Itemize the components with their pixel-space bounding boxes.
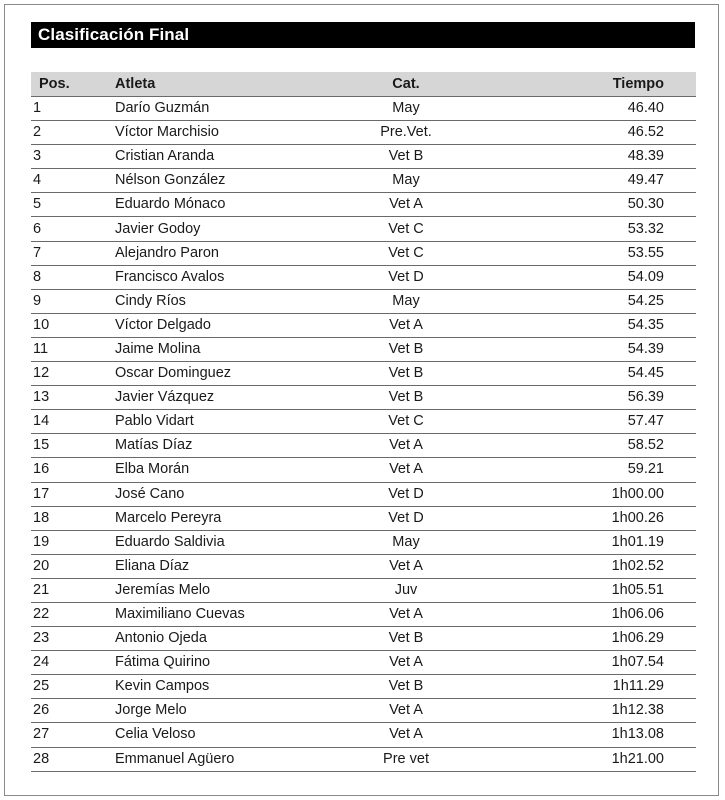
row-tiempo: 46.40 xyxy=(536,97,696,121)
page-title: Clasificación Final xyxy=(31,22,695,48)
row-pos: 27 xyxy=(31,723,115,747)
row-cat: Vet B xyxy=(310,675,536,699)
row-pos: 23 xyxy=(31,627,115,651)
row-cat: Vet C xyxy=(310,217,536,241)
row-tiempo: 57.47 xyxy=(536,410,696,434)
row-pos: 5 xyxy=(31,193,115,217)
row-atleta: Darío Guzmán xyxy=(115,97,310,121)
row-cat: May xyxy=(310,289,536,313)
row-cat: Vet A xyxy=(310,434,536,458)
row-atleta: Elba Morán xyxy=(115,458,310,482)
table-row xyxy=(31,482,696,506)
row-tiempo: 1h07.54 xyxy=(536,651,696,675)
row-cat: Vet D xyxy=(310,506,536,530)
row-atleta: Pablo Vidart xyxy=(115,410,310,434)
table-row xyxy=(31,121,696,145)
row-cat: Juv xyxy=(310,578,536,602)
row-tiempo: 54.25 xyxy=(536,289,696,313)
row-tiempo: 1h05.51 xyxy=(536,578,696,602)
row-cat: May xyxy=(310,169,536,193)
row-tiempo: 49.47 xyxy=(536,169,696,193)
row-pos: 20 xyxy=(31,554,115,578)
table-row xyxy=(31,530,696,554)
table-row xyxy=(31,627,696,651)
row-pos: 24 xyxy=(31,651,115,675)
table-row xyxy=(31,506,696,530)
row-pos: 12 xyxy=(31,362,115,386)
row-pos: 15 xyxy=(31,434,115,458)
row-pos: 17 xyxy=(31,482,115,506)
table-row xyxy=(31,97,696,121)
table-row xyxy=(31,241,696,265)
table-row xyxy=(31,410,696,434)
row-pos: 2 xyxy=(31,121,115,145)
row-cat: May xyxy=(310,530,536,554)
row-pos: 11 xyxy=(31,337,115,361)
table-row xyxy=(31,265,696,289)
row-pos: 14 xyxy=(31,410,115,434)
row-pos: 16 xyxy=(31,458,115,482)
row-tiempo: 1h12.38 xyxy=(536,699,696,723)
row-atleta: Javier Vázquez xyxy=(115,386,310,410)
row-pos: 22 xyxy=(31,602,115,626)
row-atleta: Celia Veloso xyxy=(115,723,310,747)
row-cat: Vet A xyxy=(310,699,536,723)
row-cat: Vet D xyxy=(310,482,536,506)
row-cat: Vet A xyxy=(310,193,536,217)
row-atleta: Maximiliano Cuevas xyxy=(115,602,310,626)
table-row xyxy=(31,289,696,313)
row-cat: Pre.Vet. xyxy=(310,121,536,145)
table-row xyxy=(31,602,696,626)
row-pos: 13 xyxy=(31,386,115,410)
row-atleta: Cristian Aranda xyxy=(115,145,310,169)
row-atleta: Oscar Dominguez xyxy=(115,362,310,386)
row-atleta: Matías Díaz xyxy=(115,434,310,458)
row-atleta: Antonio Ojeda xyxy=(115,627,310,651)
table-row xyxy=(31,578,696,602)
row-cat: Vet D xyxy=(310,265,536,289)
results-table xyxy=(31,72,696,772)
row-tiempo: 59.21 xyxy=(536,458,696,482)
row-tiempo: 1h13.08 xyxy=(536,723,696,747)
row-tiempo: 48.39 xyxy=(536,145,696,169)
row-tiempo: 1h06.06 xyxy=(536,602,696,626)
row-cat: Vet B xyxy=(310,627,536,651)
row-tiempo: 53.55 xyxy=(536,241,696,265)
row-cat: Pre vet xyxy=(310,747,536,771)
row-tiempo: 1h02.52 xyxy=(536,554,696,578)
table-row xyxy=(31,337,696,361)
row-atleta: Eliana Díaz xyxy=(115,554,310,578)
row-tiempo: 1h21.00 xyxy=(536,747,696,771)
row-atleta: Nélson González xyxy=(115,169,310,193)
row-tiempo: 58.52 xyxy=(536,434,696,458)
table-body xyxy=(31,97,696,772)
row-tiempo: 1h01.19 xyxy=(536,530,696,554)
row-pos: 3 xyxy=(31,145,115,169)
row-cat: Vet A xyxy=(310,602,536,626)
row-atleta: Víctor Delgado xyxy=(115,313,310,337)
header-pos: Pos. xyxy=(31,72,115,97)
row-pos: 9 xyxy=(31,289,115,313)
row-tiempo: 54.35 xyxy=(536,313,696,337)
row-pos: 28 xyxy=(31,747,115,771)
row-pos: 4 xyxy=(31,169,115,193)
row-pos: 26 xyxy=(31,699,115,723)
row-pos: 19 xyxy=(31,530,115,554)
row-cat: Vet A xyxy=(310,554,536,578)
row-pos: 18 xyxy=(31,506,115,530)
header-row xyxy=(31,72,696,97)
row-tiempo: 1h06.29 xyxy=(536,627,696,651)
row-tiempo: 1h11.29 xyxy=(536,675,696,699)
row-atleta: Eduardo Saldivia xyxy=(115,530,310,554)
row-pos: 21 xyxy=(31,578,115,602)
table-row xyxy=(31,675,696,699)
row-tiempo: 54.09 xyxy=(536,265,696,289)
row-cat: Vet A xyxy=(310,723,536,747)
row-cat: Vet B xyxy=(310,337,536,361)
row-cat: Vet B xyxy=(310,145,536,169)
table-header xyxy=(31,72,696,97)
table-row xyxy=(31,699,696,723)
row-atleta: Cindy Ríos xyxy=(115,289,310,313)
row-pos: 25 xyxy=(31,675,115,699)
row-atleta: Alejandro Paron xyxy=(115,241,310,265)
row-pos: 1 xyxy=(31,97,115,121)
row-atleta: Emmanuel Agüero xyxy=(115,747,310,771)
row-atleta: Jeremías Melo xyxy=(115,578,310,602)
row-cat: May xyxy=(310,97,536,121)
row-atleta: Eduardo Mónaco xyxy=(115,193,310,217)
row-atleta: Fátima Quirino xyxy=(115,651,310,675)
table-row xyxy=(31,434,696,458)
header-tiempo: Tiempo xyxy=(536,72,696,97)
row-tiempo: 53.32 xyxy=(536,217,696,241)
row-pos: 6 xyxy=(31,217,115,241)
row-pos: 8 xyxy=(31,265,115,289)
row-atleta: Jaime Molina xyxy=(115,337,310,361)
table-row xyxy=(31,313,696,337)
row-pos: 7 xyxy=(31,241,115,265)
table-row xyxy=(31,723,696,747)
row-cat: Vet B xyxy=(310,362,536,386)
row-tiempo: 46.52 xyxy=(536,121,696,145)
row-cat: Vet A xyxy=(310,458,536,482)
row-atleta: Jorge Melo xyxy=(115,699,310,723)
row-atleta: Javier Godoy xyxy=(115,217,310,241)
row-cat: Vet A xyxy=(310,651,536,675)
table-row xyxy=(31,386,696,410)
row-atleta: Kevin Campos xyxy=(115,675,310,699)
row-cat: Vet B xyxy=(310,386,536,410)
table-row xyxy=(31,554,696,578)
table-row xyxy=(31,169,696,193)
row-tiempo: 50.30 xyxy=(536,193,696,217)
row-tiempo: 1h00.00 xyxy=(536,482,696,506)
table-row xyxy=(31,193,696,217)
row-cat: Vet A xyxy=(310,313,536,337)
row-tiempo: 1h00.26 xyxy=(536,506,696,530)
header-cat: Cat. xyxy=(310,72,536,97)
row-tiempo: 54.39 xyxy=(536,337,696,361)
row-cat: Vet C xyxy=(310,410,536,434)
header-atleta: Atleta xyxy=(115,72,310,97)
row-cat: Vet C xyxy=(310,241,536,265)
table-row xyxy=(31,458,696,482)
row-pos: 10 xyxy=(31,313,115,337)
row-atleta: Marcelo Pereyra xyxy=(115,506,310,530)
table-row xyxy=(31,217,696,241)
table-row xyxy=(31,362,696,386)
row-atleta: José Cano xyxy=(115,482,310,506)
table-row xyxy=(31,651,696,675)
row-tiempo: 56.39 xyxy=(536,386,696,410)
row-atleta: Víctor Marchisio xyxy=(115,121,310,145)
table-row xyxy=(31,145,696,169)
row-tiempo: 54.45 xyxy=(536,362,696,386)
table-row xyxy=(31,747,696,771)
row-atleta: Francisco Avalos xyxy=(115,265,310,289)
